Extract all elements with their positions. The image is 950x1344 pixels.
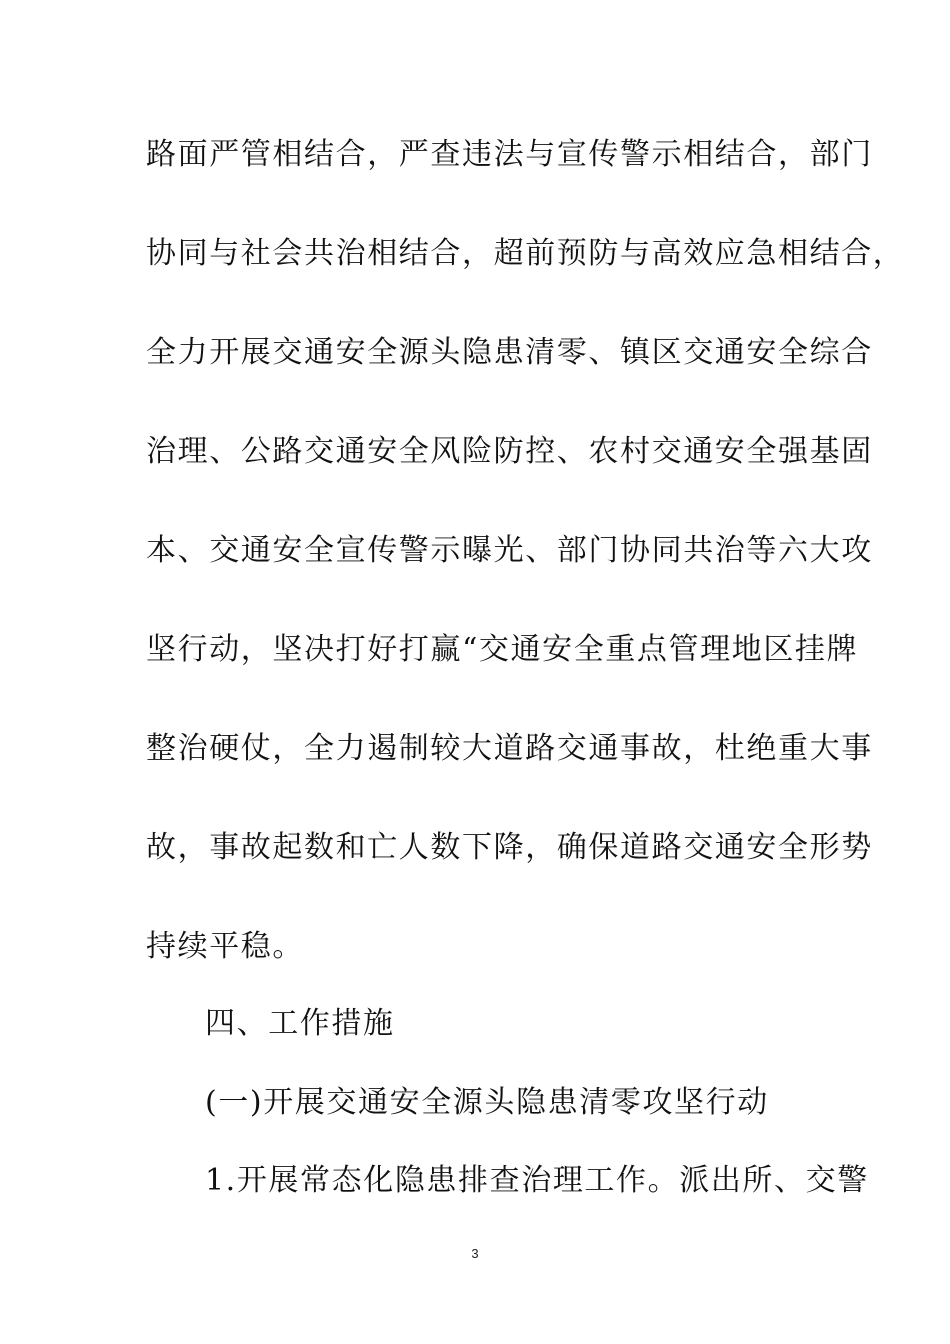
paragraph-line-2: 协同与社会共治相结合，超前预防与高效应急相结合，: [146, 236, 905, 271]
paragraph-line-8: 故，事故起数和亡人数下降，确保道路交通安全形势: [146, 830, 873, 865]
section-heading: 四、工作措施: [205, 1006, 395, 1041]
paragraph-line-3: 全力开展交通安全源头隐患清零、镇区交通安全综合: [146, 335, 873, 370]
paragraph-line-6: 坚行动，坚决打好打赢“交通安全重点管理地区挂牌: [146, 632, 859, 667]
page-number: 3: [471, 1246, 479, 1261]
subsection-heading: (一)开展交通安全源头隐患清零攻坚行动: [205, 1085, 769, 1120]
paragraph-line-7: 整治硬仗，全力遏制较大道路交通事故，杜绝重大事: [146, 731, 873, 766]
paragraph-line-9: 持续平稳。: [146, 929, 304, 964]
paragraph-line-1: 路面严管相结合，严查违法与宣传警示相结合，部门: [146, 137, 873, 172]
numbered-item-line: 1.开展常态化隐患排查治理工作。派出所、交警: [205, 1163, 869, 1198]
paragraph-line-5: 本、交通安全宣传警示曝光、部门协同共治等六大攻: [146, 533, 873, 568]
paragraph-line-4: 治理、公路交通安全风险防控、农村交通安全强基固: [146, 434, 873, 469]
